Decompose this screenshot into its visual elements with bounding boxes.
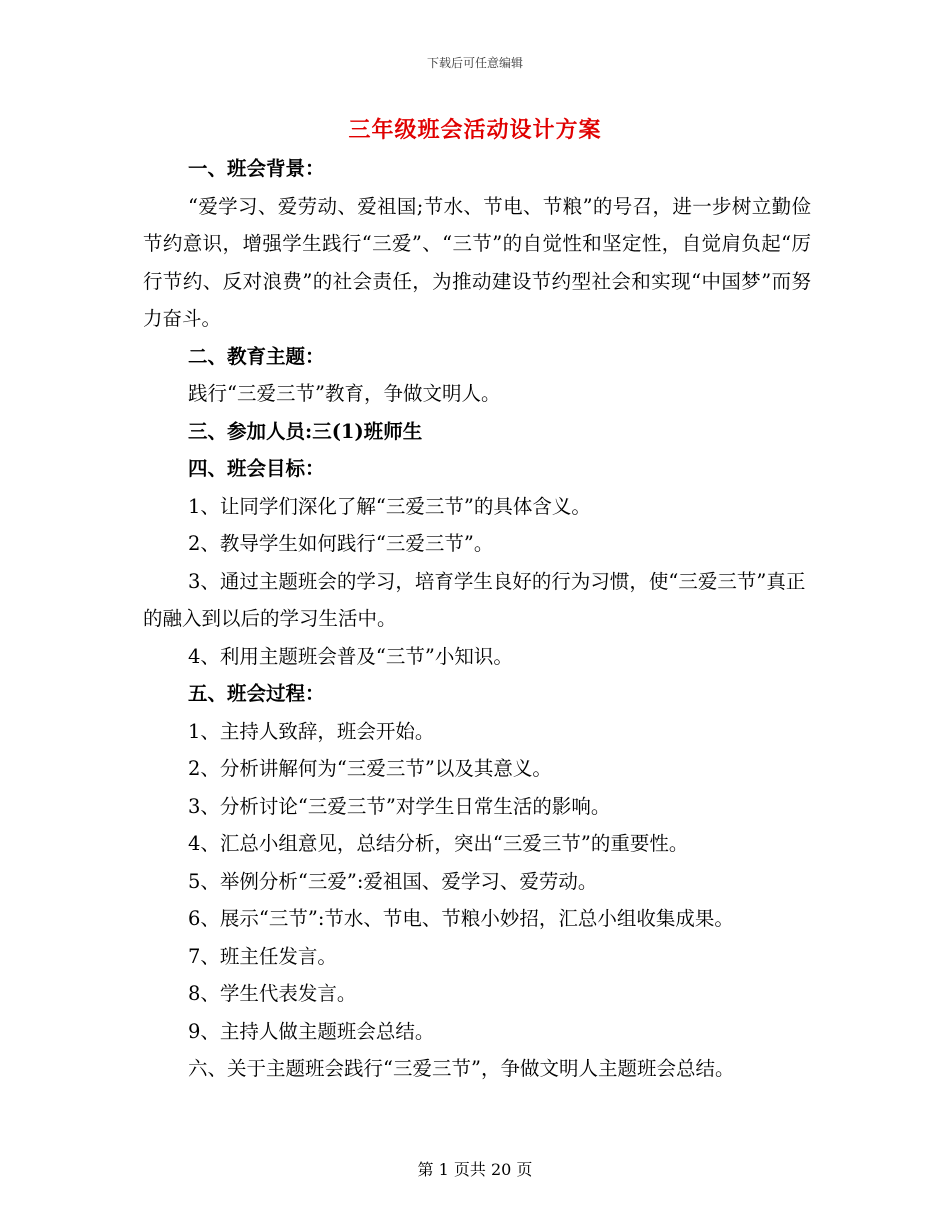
process-item-4: 4、汇总小组意见，总结分析，突出“三爱三节”的重要性。 [188,832,689,855]
participants-heading: 三、参加人员:三(1)班师生 [188,419,423,443]
theme-text: 践行“三爱三节”教育，争做文明人。 [188,382,501,405]
process-item-3: 3、分析讨论“三爱三节”对学生日常生活的影响。 [188,794,611,818]
theme-heading: 二、教育主题： [188,344,325,368]
process-item-9: 9、主持人做主题班会总结。 [188,1019,435,1043]
background-text: “爱学习、爱劳动、爱祖国;节水、节电、节粮”的号召，进一步树立勤俭节约意识，增强学生践行“三爱”、“三节”的自觉性和坚定性，自觉肩负起“厉行节约、反对浪费”的社会责任，为推动建设节约型社会和实现“中国梦”而努力奋斗。 [143,194,811,330]
header-note: 下载后可任意编辑 [426,56,523,70]
goal-item-4: 4、利用主题班会普及“三节”小知识。 [188,644,513,668]
process-item-7: 7、班主任发言。 [188,944,337,968]
summary-heading: 六、关于主题班会践行“三爱三节”，争做文明人主题班会总结。 [188,1057,735,1080]
process-item-8: 8、学生代表发言。 [188,982,357,1005]
process-item-2: 2、分析讲解何为“三爱三节”以及其意义。 [188,757,552,780]
process-item-5: 5、举例分析“三爱”:爱祖国、爱学习、爱劳动。 [188,869,598,893]
process-heading: 五、班会过程： [188,682,325,705]
goals-heading: 四、班会目标： [188,457,325,480]
goal-item-3: 3、通过主题班会的学习，培育学生良好的行为习惯，使“三爱三节”真正的融入到以后的学习生活中。 [143,569,806,630]
process-item-6: 6、展示“三节”:节水、节电、节粮小妙招，汇总小组收集成果。 [188,907,734,930]
page-footer: 第 1 页共 20 页 [417,1160,533,1179]
document-title: 三年级班会活动设计方案 [348,117,602,143]
background-heading: 一、班会背景： [188,157,325,180]
process-item-1: 1、主持人致辞，班会开始。 [188,719,435,743]
document-body [143,150,811,1088]
goal-item-1: 1、让同学们深化了解“三爱三节”的具体含义。 [188,494,591,518]
goal-item-2: 2、教导学生如何践行“三爱三节”。 [188,532,494,555]
